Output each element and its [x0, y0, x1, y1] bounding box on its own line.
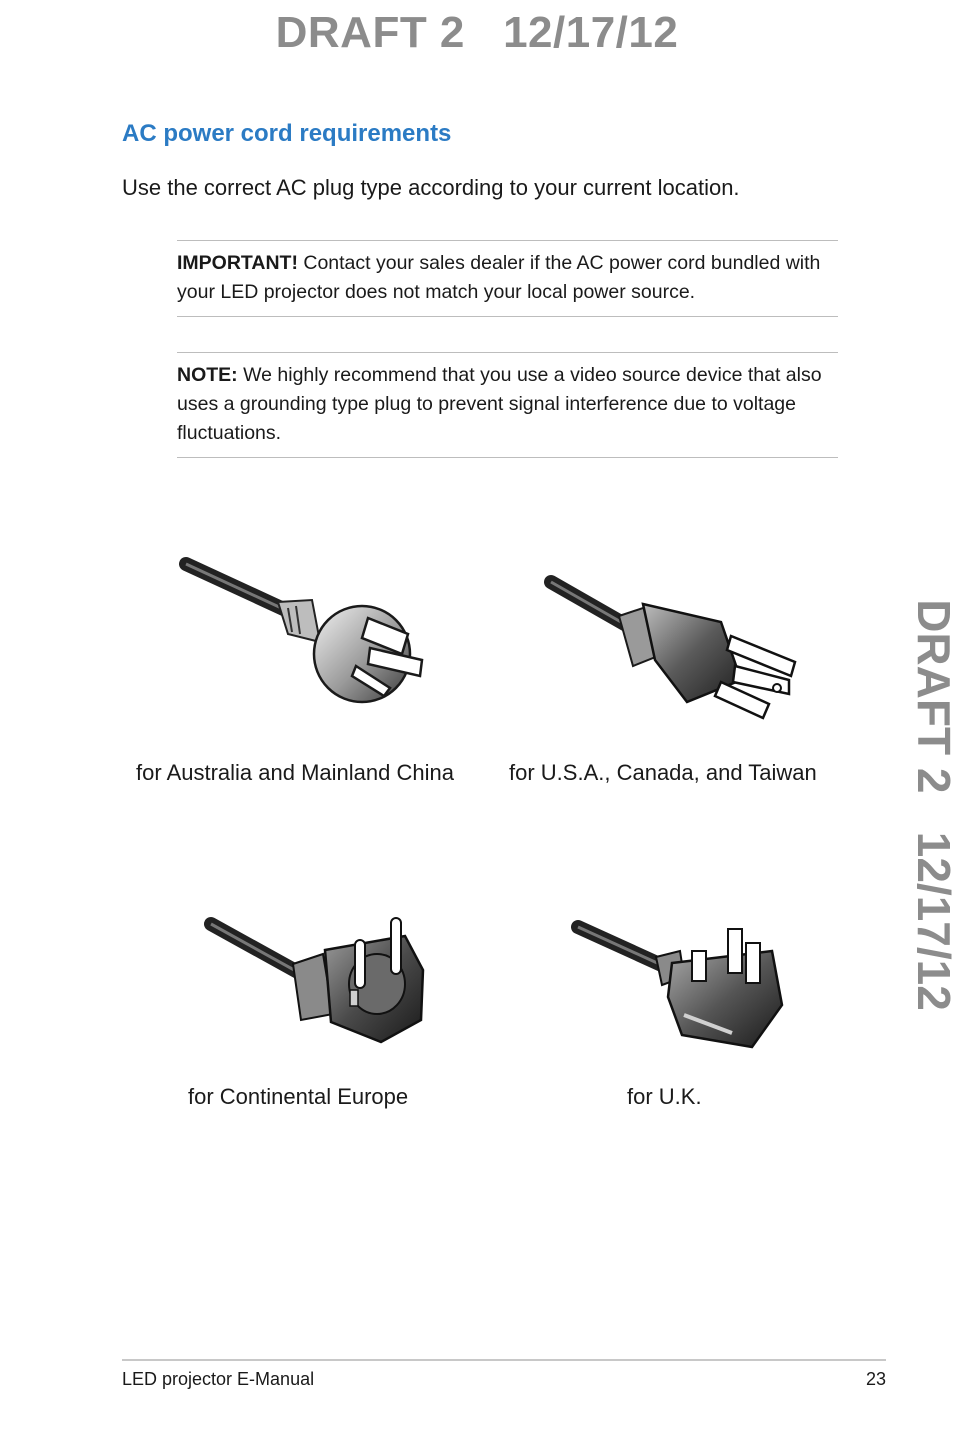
footer-page-number: 23	[865, 1369, 886, 1389]
footer-divider	[122, 1359, 886, 1361]
section-heading: AC power cord requirements	[122, 120, 452, 147]
uk-plug-icon	[572, 915, 792, 1060]
intro-text: Use the correct AC plug type according to your current location.	[122, 175, 740, 200]
caption-uk: for U.K.	[627, 1084, 702, 1109]
draft-watermark-side: DRAFT 2 12/17/12	[908, 599, 960, 1011]
us-plug-icon	[545, 570, 805, 730]
important-label: IMPORTANT!	[177, 252, 298, 274]
important-text: Contact your sales dealer if the AC power cord bundled with your LED projector does not match your local power source.	[177, 252, 821, 303]
footer-manual-title: LED projector E-Manual	[122, 1369, 315, 1389]
caption-usa: for U.S.A., Canada, and Taiwan	[509, 760, 817, 785]
caption-europe: for Continental Europe	[188, 1084, 409, 1109]
europe-plug-icon	[205, 910, 435, 1050]
note-notice	[177, 352, 838, 458]
draft-watermark-top: DRAFT 2 12/17/12	[275, 8, 679, 57]
note-label: NOTE:	[177, 364, 238, 386]
important-notice	[177, 240, 838, 317]
caption-australia: for Australia and Mainland China	[136, 760, 454, 785]
australia-plug-icon	[180, 550, 440, 720]
note-text: We highly recommend that you use a video source device that also uses a grounding type plug to prevent signal interference due to voltage fluctuations.	[177, 364, 822, 444]
